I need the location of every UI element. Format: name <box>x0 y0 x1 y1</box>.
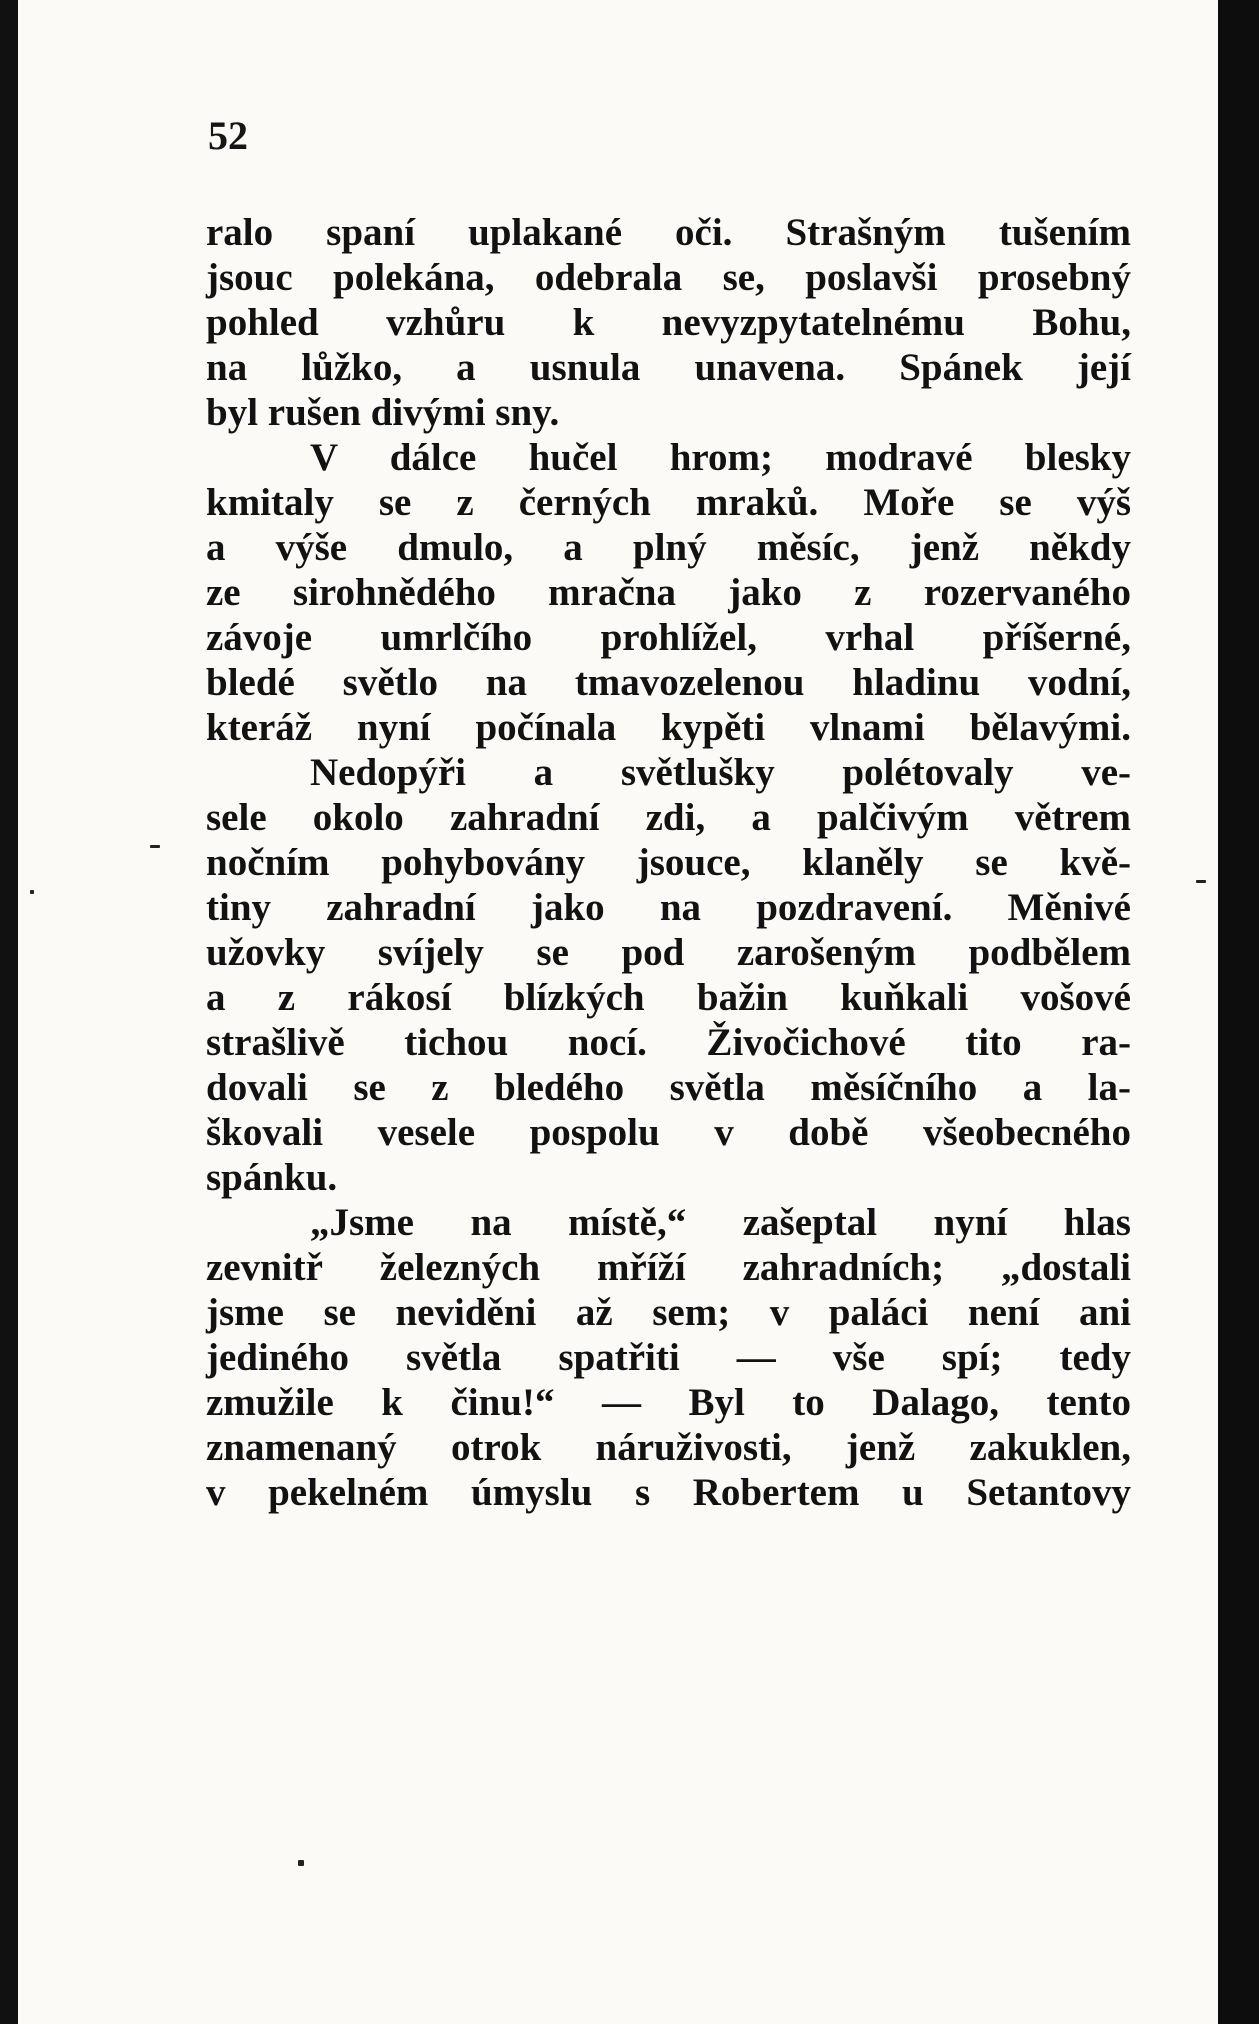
text-line: na lůžko, a usnula unavena. Spánek její <box>206 346 1131 389</box>
text-line: spánku. <box>206 1156 338 1199</box>
text-line: nočním pohybovány jsouce, klaněly se kvě- <box>206 841 1131 884</box>
page-number: 52 <box>208 113 248 158</box>
scan-speck <box>298 1860 304 1866</box>
scan-speck <box>1196 880 1206 883</box>
text-line: škovali vesele pospolu v době všeobecného <box>206 1111 1131 1154</box>
text-line: jsouc polekána, odebrala se, poslavši prosebný <box>206 256 1131 299</box>
text-line: ralo spaní uplakané oči. Strašným tušením <box>206 211 1131 254</box>
text-line: zmužile k činu!“ — Byl to Dalago, tento <box>206 1381 1131 1424</box>
scan-speck <box>30 890 34 894</box>
text-line: jsme se neviděni až sem; v paláci není ani <box>206 1291 1131 1334</box>
text-line: bledé světlo na tmavozelenou hladinu vodní, <box>206 661 1131 704</box>
text-line: dovali se z bledého světla měsíčního a la- <box>206 1066 1131 1109</box>
text-line: kmitaly se z černých mraků. Moře se výš <box>206 481 1131 524</box>
text-line: „Jsme na místě,“ zašeptal nyní hlas <box>310 1201 1131 1244</box>
text-line: sele okolo zahradní zdi, a palčivým větrem <box>206 796 1131 839</box>
text-line: strašlivě tichou nocí. Živočichové tito ra- <box>206 1021 1131 1064</box>
scan-speck <box>150 845 160 848</box>
page-edge-shadow <box>1218 0 1259 2024</box>
text-line: v pekelném úmyslu s Robertem u Setantovy <box>206 1471 1131 1514</box>
text-line: Nedopýři a světlušky polétovaly ve- <box>310 751 1131 794</box>
text-line: a výše dmulo, a plný měsíc, jenž někdy <box>206 526 1131 569</box>
text-line: jediného světla spatřiti — vše spí; tedy <box>206 1336 1131 1379</box>
text-line: zevnitř železných mříží zahradních; „dostali <box>206 1246 1131 1289</box>
text-line: tiny zahradní jako na pozdravení. Měnivé <box>206 886 1131 929</box>
text-line: V dálce hučel hrom; modravé blesky <box>310 436 1131 479</box>
text-line: byl rušen divými sny. <box>206 391 560 434</box>
text-line: kteráž nyní počínala kypěti vlnami bělavými. <box>206 706 1131 749</box>
text-line: užovky svíjely se pod zarošeným podbělem <box>206 931 1131 974</box>
text-line: pohled vzhůru k nevyzpytatelnému Bohu, <box>206 301 1131 344</box>
text-line: a z rákosí blízkých bažin kuňkali vošové <box>206 976 1131 1019</box>
text-line: závoje umrlčího prohlížel, vrhal příšerné, <box>206 616 1131 659</box>
body-text <box>206 210 1131 1515</box>
text-line: znamenaný otrok náruživosti, jenž zakuklen, <box>206 1426 1131 1469</box>
text-line: ze sirohnědého mračna jako z rozervaného <box>206 571 1131 614</box>
